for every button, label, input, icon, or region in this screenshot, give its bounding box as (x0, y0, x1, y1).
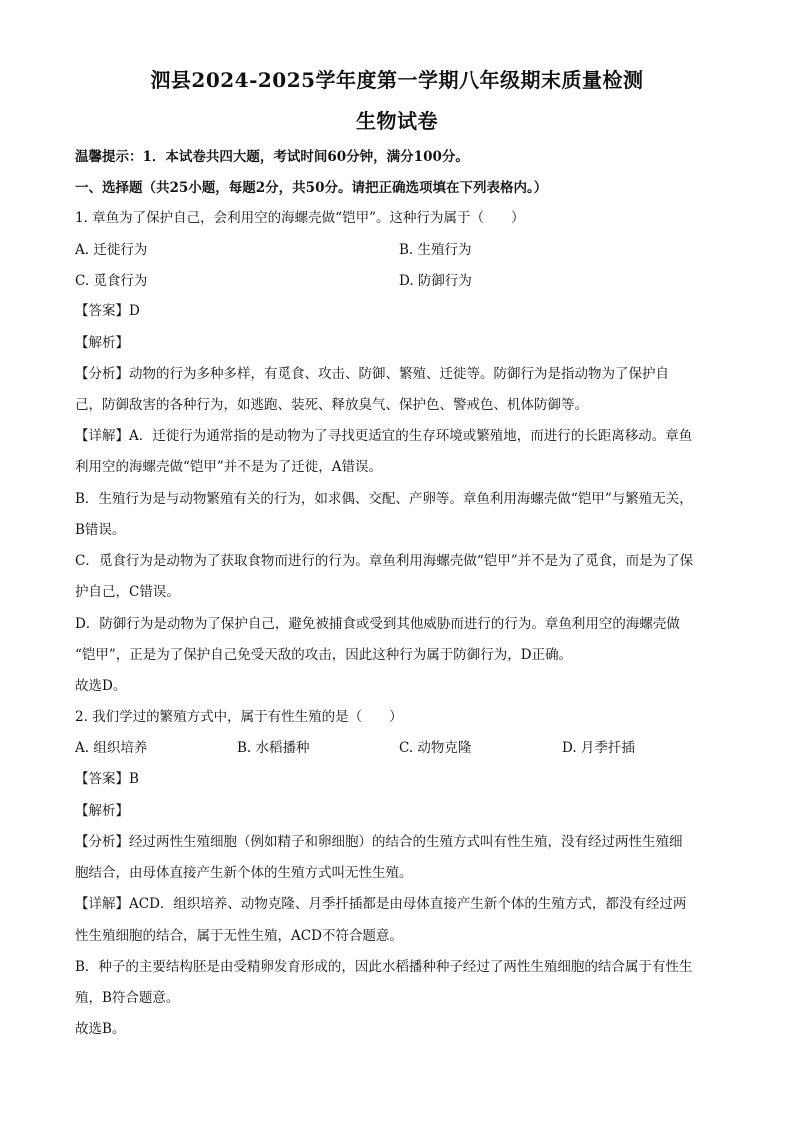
section-heading: 一、选择题（共25小题，每题2分，共50分。请把正确选项填在下列表格内。） (75, 180, 548, 196)
question-2-line: B．种子的主要结构胚是由受精卵发育形成的，因此水稻播种种子经过了两性生殖细胞的结合属于有性生 (75, 959, 693, 975)
question-1-line: B错误。 (75, 522, 126, 538)
question-1-line: “铠甲”，正是为了保护自己免受天敌的攻击，因此这种行为属于防御行为，D正确。 (75, 647, 573, 663)
question-2-line: 殖，B符合题意。 (75, 990, 180, 1006)
question-2-option-c: C. 动物克隆 (399, 740, 472, 756)
question-2-option-b: B. 水稻播种 (237, 740, 310, 756)
question-2-line: 故选B。 (75, 1021, 126, 1037)
question-1-line: 【分析】动物的行为多种多样，有觅食、攻击、防御、繁殖、迁徙等。防御行为是指动物为了保护自 (75, 366, 669, 382)
question-1-line: 利用空的海螺壳做“铠甲”并不是为了迁徙，A错误。 (75, 459, 383, 475)
exam-notice: 温馨提示：1．本试卷共四大题，考试时间60分钟，满分100分。 (75, 149, 469, 165)
question-1-line: 己，防御敌害的各种行为，如逃跑、装死、释放臭气、保护色、警戒色、机体防御等。 (75, 397, 588, 413)
question-1-stem: 1. 章鱼为了保护自己，会利用空的海螺壳做“铠甲”。这种行为属于（ ） (75, 210, 525, 226)
page-subtitle: 生物试卷 (356, 109, 438, 133)
question-1-line: 护自己，C错误。 (75, 584, 180, 600)
question-2-stem: 2. 我们学过的繁殖方式中，属于有性生殖的是（ ） (75, 709, 403, 725)
question-2-line: 【详解】ACD．组织培养、动物克隆、月季扦插都是由母体直接产生新个体的生殖方式，都没有经过两 (75, 896, 687, 912)
question-1-line: 【详解】A．迁徙行为通常指的是动物为了寻找更适宜的生存环境或繁殖地，而进行的长距离移动。章鱼 (75, 428, 693, 444)
question-1-line: 故选D。 (75, 678, 127, 694)
question-2-line: 性生殖细胞的结合，属于无性生殖，ACD不符合题意。 (75, 928, 403, 944)
question-2-option-d: D. 月季扦插 (562, 740, 635, 756)
question-2-answer: 【答案】B (75, 771, 139, 787)
question-1-option-c: C. 觅食行为 (75, 273, 148, 289)
question-2-option-a: A. 组织培养 (75, 740, 148, 756)
question-1-line: B．生殖行为是与动物繁殖有关的行为，如求偶、交配、产卵等。章鱼利用海螺壳做“铠甲”与繁殖无关， (75, 491, 693, 507)
question-2-line: 【分析】经过两性生殖细胞（例如精子和卵细胞）的结合的生殖方式叫有性生殖，没有经过两性生殖细 (75, 834, 683, 850)
question-1-line: D．防御行为是动物为了保护自己，避免被捕食或受到其他威胁而进行的行为。章鱼利用空的海螺壳做 (75, 616, 680, 632)
question-1-option-a: A. 迁徙行为 (75, 242, 148, 258)
question-1-option-b: B. 生殖行为 (399, 242, 472, 258)
question-1-analysis-label: 【解析】 (75, 335, 129, 351)
question-2-line: 胞结合，由母体直接产生新个体的生殖方式叫无性生殖。 (75, 865, 413, 881)
question-2-analysis-label: 【解析】 (75, 803, 129, 819)
question-1-option-d: D. 防御行为 (399, 273, 472, 289)
page-title: 泗县2024-2025学年度第一学期八年级期末质量检测 (150, 68, 644, 92)
question-1-line: C．觅食行为是动物为了获取食物而进行的行为。章鱼利用海螺壳做“铠甲”并不是为了觅食，而是为了保 (75, 553, 694, 569)
question-1-answer: 【答案】D (75, 303, 140, 319)
